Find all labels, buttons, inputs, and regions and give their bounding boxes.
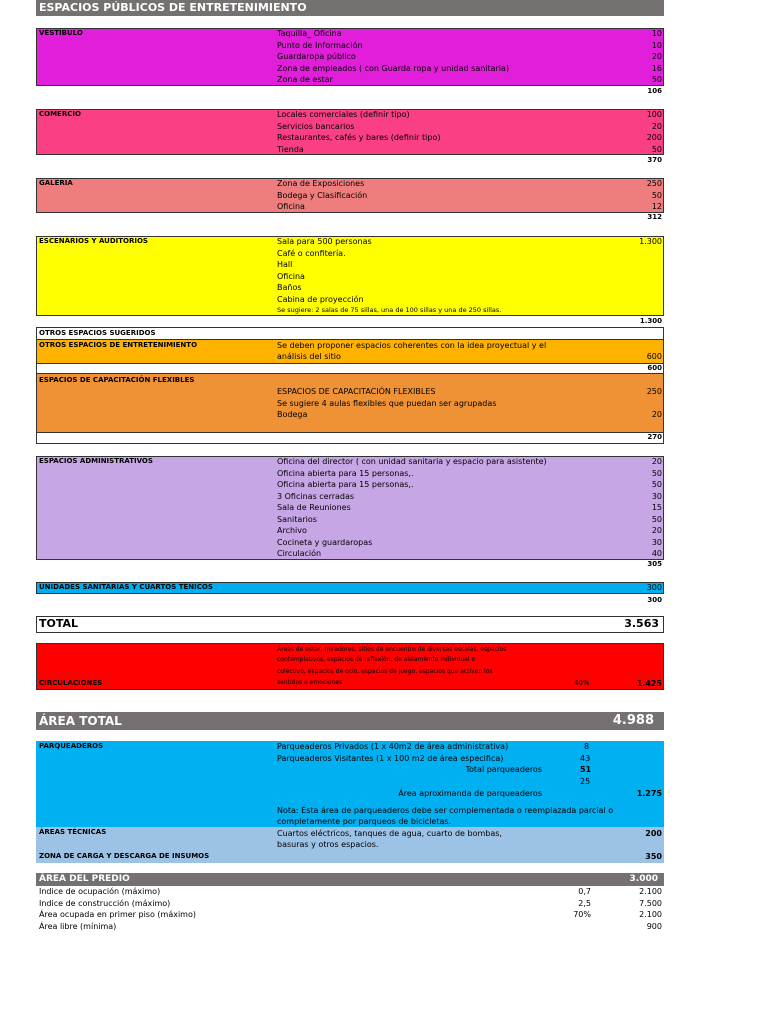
section-label-galeria: GALERIA <box>39 179 73 187</box>
list-item: Cocineta y guardaropas <box>277 537 373 547</box>
subtotal-vestibulo: 106 <box>647 87 662 95</box>
list-item: Punto de Información <box>277 40 363 50</box>
section-label-otros: OTROS ESPACIOS DE ENTRETENIMIENTO <box>39 341 198 349</box>
otros-desc-line1: Se deben proponer espacios coherentes con la idea proyectual y el <box>277 341 547 350</box>
list-item: Cabina de proyección <box>277 294 364 304</box>
item-value: 50 <box>651 75 662 84</box>
item-value: 20 <box>651 121 662 131</box>
circulaciones-percent: 40% <box>574 679 590 687</box>
subtotal-galeria: 312 <box>647 213 662 221</box>
item-value: 20 <box>651 457 662 466</box>
section-label-vestibulo: VESTÍBULO <box>39 29 83 37</box>
item-value: 50 <box>651 514 662 524</box>
otros-title: OTROS ESPACIOS SUGERIDOS <box>39 329 156 337</box>
predio-row-name: Área libre (mínima) <box>39 921 117 931</box>
list-item: Taquilla_ Oficina <box>277 29 342 38</box>
tecnicas-desc-1: Cuartos eléctricos, tanques de agua, cuarto de bombas, <box>277 829 502 838</box>
item-value: 100 <box>646 110 662 119</box>
item-value: 30 <box>651 491 662 501</box>
predio-row-name: Indice de ocupación (máximo) <box>39 887 161 896</box>
subtotal-sanitarias: 300 <box>647 596 662 604</box>
otros-desc-line2: análisis del sitio <box>277 352 341 361</box>
predio-row-value: 2.100 <box>639 910 662 919</box>
predio-value: 3.000 <box>629 874 658 884</box>
subtotal-capacitacion: 270 <box>647 433 662 441</box>
item-value: 10 <box>651 40 662 50</box>
area-total-label: ÁREA TOTAL <box>39 714 122 728</box>
section-label-sanitarias: UNIDADES SANITARIAS Y CUARTOS TÉNICOS <box>39 583 213 591</box>
list-item: Zona de empleados ( con Guarda ropa y unidad sanitaria) <box>277 63 510 73</box>
item-value: 8 <box>584 742 590 751</box>
item-value: 20 <box>651 410 662 419</box>
list-item: Bodega <box>277 410 308 419</box>
item-value: 20 <box>651 52 662 61</box>
section-label-comercio: COMERCIO <box>39 110 81 118</box>
section-label-capacitacion: ESPACIOS DE CAPACITACIÓN FLEXIBLES <box>39 376 195 384</box>
item-value: 15 <box>651 503 662 512</box>
list-item: Hall <box>277 260 293 269</box>
parqueaderos-total-label: Total parqueaderos <box>465 765 542 774</box>
predio-row-name: Área ocupada en primer piso (máximo) <box>39 910 196 919</box>
section-label-escenarios: ESCENARIOS Y AUDITORIOS <box>39 237 148 245</box>
list-item: 3 Oficinas cerradas <box>277 491 355 501</box>
list-item: Archivo <box>277 526 307 535</box>
list-item: Bodega y Clasificación <box>277 190 368 200</box>
item-value: 20 <box>651 526 662 535</box>
circulaciones-desc-2: contemplativos, espacios de reflexión, de aislamiento individual o <box>277 656 476 663</box>
item-value: 1.300 <box>639 237 662 246</box>
subtotal-escenarios: 1.300 <box>639 317 662 325</box>
list-item: Parqueaderos Visitantes (1 x 100 m2 de área especifica) <box>277 753 504 763</box>
escenarios-note: Se sugiere: 2 salas de 75 sillas, una de 100 sillas y una de 250 sillas. <box>277 306 502 314</box>
circulaciones-value: 1.425 <box>636 679 662 688</box>
tecnicas-desc-2: basuras y otros espacios. <box>277 840 379 849</box>
section-label-carga: ZONA DE CARGA Y DESCARGA DE INSUMOS <box>39 852 210 860</box>
area-total-value: 4.988 <box>612 713 654 728</box>
predio-row-factor: 0,7 <box>578 887 591 896</box>
section-label-tecnicas: ÁREAS TÉCNICAS <box>39 828 107 836</box>
otros-subtotal-row <box>36 363 664 374</box>
list-item: Sala de Reuniones <box>277 503 351 512</box>
list-item: Sala para 500 personas <box>277 237 372 246</box>
page-header <box>36 0 664 16</box>
item-value: 16 <box>651 63 662 73</box>
sanitarias-value: 300 <box>646 583 662 592</box>
list-item: Baños <box>277 283 302 292</box>
list-item: Zona de Exposiciones <box>277 179 365 188</box>
carga-value: 350 <box>645 852 662 861</box>
parqueaderos-note-2: completamente por parqueos de bicicletas. <box>277 817 452 826</box>
item-value: 250 <box>646 387 662 396</box>
list-item: Guardaropa público <box>277 52 356 61</box>
list-item: Parqueaderos Privados (1 x 40m2 de área administrativa) <box>277 742 509 751</box>
item-value: 50 <box>651 480 662 489</box>
list-item: Oficina <box>277 202 305 211</box>
list-item: Oficina del director ( con unidad sanitaria y espacio para asistente) <box>277 457 547 466</box>
predio-row-factor: 70% <box>573 910 591 919</box>
predio-row-value: 900 <box>646 921 662 931</box>
predio-row-name: Indice de construcción (máximo) <box>39 898 171 908</box>
item-value: 10 <box>651 29 662 38</box>
capacitacion-note: Se sugiere 4 aulas flexibles que puedan ser agrupadas <box>277 398 497 408</box>
list-item: Oficina <box>277 271 305 281</box>
item-value: 50 <box>651 468 662 478</box>
item-value: 50 <box>651 190 662 200</box>
parqueaderos-approx-value: 1.275 <box>636 788 662 798</box>
total-value: 3.563 <box>624 617 659 630</box>
parqueaderos-approx-label: Área aproximanda de parqueaderos <box>398 788 542 798</box>
list-item: Sanitarios <box>277 514 317 524</box>
predio-header <box>36 873 664 886</box>
list-item: Circulación <box>277 549 322 558</box>
item-value: 40 <box>651 549 662 558</box>
otros-value: 600 <box>646 352 662 361</box>
list-item: Zona de estar <box>277 75 333 84</box>
item-value: 50 <box>651 144 662 154</box>
list-item: Restaurantes, cafés y bares (definir tipo) <box>277 133 441 142</box>
list-item: Servicios bancarios <box>277 121 355 131</box>
total-label: TOTAL <box>39 617 79 630</box>
section-label-parqueaderos: PARQUEADEROS <box>39 742 104 750</box>
subtotal-otros: 600 <box>647 364 662 372</box>
predio-row-value: 7.500 <box>639 898 662 908</box>
section-label-circulaciones: CIRCULACIONES <box>39 679 103 687</box>
circulaciones-desc-4: sentidos o emociones <box>277 679 343 686</box>
total-row <box>36 616 664 633</box>
capacitacion-subtotal-row <box>36 432 664 444</box>
predio-row-value: 2.100 <box>639 887 662 896</box>
tecnicas-value: 200 <box>645 829 662 838</box>
parqueaderos-total-value: 51 <box>580 765 592 774</box>
subtotal-administrativos: 305 <box>647 560 662 568</box>
item-value: 200 <box>646 133 662 142</box>
item-value: 43 <box>580 753 591 763</box>
predio-label: ÁREA DEL PREDIO <box>39 874 130 884</box>
item-value: 12 <box>651 202 662 211</box>
list-item: Oficina abierta para 15 personas,. <box>277 468 414 478</box>
circulaciones-desc-3: colectivo, espacios de ocio, espacios de juego, espacios que activen los <box>277 668 493 675</box>
page-title: ESPACIOS PÚBLICOS DE ENTRETENIMIENTO <box>39 1 307 14</box>
list-item: Tienda <box>277 144 304 154</box>
list-item: ESPACIOS DE CAPACITACIÓN FLEXIBLES <box>277 387 436 396</box>
parqueaderos-note-1: Nota: Ésta área de parqueaderos debe ser complementada o reemplazada parcial o <box>277 806 614 815</box>
item-value: 30 <box>651 537 662 547</box>
circulaciones-desc-1: Áreas de estar, miradores, sitios de encuentro de diversas escalas, espacios <box>277 646 507 653</box>
list-item: Oficina abierta para 15 personas,. <box>277 480 414 489</box>
subtotal-comercio: 370 <box>647 156 662 164</box>
item-value: 250 <box>646 179 662 188</box>
area-total-row <box>36 712 664 730</box>
predio-row-factor: 2,5 <box>578 898 591 908</box>
list-item: Locales comerciales (definir tipo) <box>277 110 410 119</box>
list-item: Café o confitería. <box>277 248 346 258</box>
section-label-administrativos: ESPACIOS ADMINISTRATIVOS <box>39 457 153 465</box>
parqueaderos-extra-value: 25 <box>580 777 591 786</box>
